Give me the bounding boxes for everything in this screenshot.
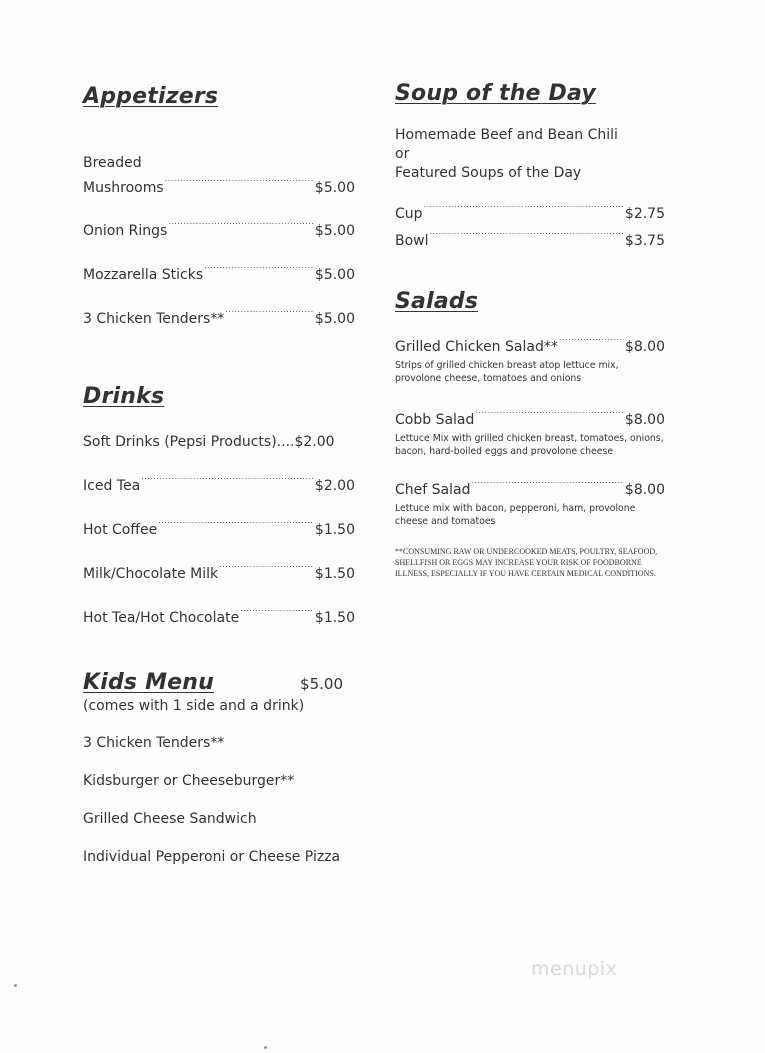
item-name: Iced Tea: [83, 478, 141, 494]
item-name: Mozzarella Sticks: [83, 267, 204, 283]
soup-description: [395, 126, 665, 183]
item-row: [395, 475, 665, 500]
item-name: Cobb Salad: [395, 412, 475, 428]
menu-item-chicken-tenders: [83, 304, 355, 329]
item-price: $5.00: [314, 180, 355, 196]
item-description: Lettuce mix with bacon, pepperoni, ham, provolone cheese and tomatoes: [395, 503, 636, 527]
item-name: Soft Drinks (Pepsi Products)....: [83, 434, 295, 450]
watermark-logo: menupix: [531, 958, 618, 980]
item-row: [395, 405, 665, 430]
dot-leader: [475, 405, 624, 424]
soup-title: Soup of the Day: [395, 81, 596, 106]
soup-line: Featured Soups of the Day: [395, 165, 582, 181]
drinks-title: Drinks: [83, 384, 165, 409]
menu-item-soft-drinks: [83, 433, 355, 452]
item-name: Hot Coffee: [83, 522, 158, 538]
dot-leader: [424, 199, 624, 218]
menu-item-iced-tea: [83, 471, 355, 496]
kids-item: Grilled Cheese Sandwich: [83, 811, 257, 827]
paper-speck: [264, 1046, 267, 1049]
item-price: $1.50: [314, 522, 355, 538]
kids-menu-price: $5.00: [300, 675, 343, 693]
kids-item: 3 Chicken Tenders**: [83, 735, 225, 751]
item-price: $5.00: [314, 311, 355, 327]
dot-leader: [204, 260, 314, 279]
appetizers-title: Appetizers: [83, 84, 219, 109]
item-price: $1.50: [314, 610, 355, 626]
kids-item: Individual Pepperoni or Cheese Pizza: [83, 849, 341, 865]
item-name: 3 Chicken Tenders**: [83, 311, 225, 327]
item-row: [395, 332, 665, 357]
salads-title: Salads: [395, 289, 479, 314]
dot-leader: [158, 515, 314, 534]
dot-leader: [559, 332, 624, 351]
item-row: [83, 173, 355, 198]
item-name: Mushrooms: [83, 180, 164, 196]
kids-menu-header: [83, 670, 343, 695]
salads-list: [395, 332, 665, 579]
soup-line: or: [395, 146, 410, 162]
paper-speck: [14, 984, 17, 987]
menu-item-mozzarella-sticks: [83, 260, 355, 285]
dot-leader: [471, 475, 623, 494]
item-name: Grilled Chicken Salad**: [395, 339, 558, 355]
menu-item-onion-rings: [83, 216, 355, 241]
soup-sizes: [395, 199, 665, 251]
item-price: $3.75: [624, 233, 665, 249]
appetizers-list: [83, 154, 355, 329]
menu-item-milk: [83, 559, 355, 584]
dot-leader: [141, 471, 314, 490]
menu-item-breaded-mushrooms: [83, 154, 355, 198]
left-column: [83, 80, 355, 867]
kids-item: Kidsburger or Cheeseburger**: [83, 773, 295, 789]
item-price: $8.00: [624, 339, 665, 355]
item-price: $2.75: [624, 206, 665, 222]
dot-leader: [430, 226, 624, 245]
soup-line: Homemade Beef and Bean Chili: [395, 127, 618, 143]
item-price: $8.00: [624, 412, 665, 428]
item-name: Bowl: [395, 233, 429, 249]
dot-leader: [168, 216, 314, 235]
item-name: Chef Salad: [395, 482, 471, 498]
dot-leader: [219, 559, 314, 578]
soup-size-bowl: [395, 226, 665, 251]
menu-item-hot-tea: [83, 603, 355, 628]
item-price: $5.00: [314, 223, 355, 239]
menu-item-chef-salad: [395, 475, 665, 528]
kids-menu-note: (comes with 1 side and a drink): [83, 698, 305, 714]
dot-leader: [165, 173, 314, 192]
kids-menu-title: Kids Menu: [83, 670, 215, 695]
item-price: $2.00: [294, 434, 335, 450]
item-description: Lettuce Mix with grilled chicken breast, tomatoes, onions, bacon, hard-boiled eggs and provolone cheese: [395, 433, 664, 457]
dot-leader: [240, 603, 314, 622]
item-description: Strips of grilled chicken breast atop lettuce mix, provolone cheese, tomatoes and onions: [395, 360, 619, 384]
dot-leader: [225, 304, 314, 323]
menu-item-grilled-chicken-salad: [395, 332, 665, 385]
item-name: Cup: [395, 206, 423, 222]
menu-item-cobb-salad: [395, 405, 665, 458]
item-name: Milk/Chocolate Milk: [83, 566, 219, 582]
item-price: $8.00: [624, 482, 665, 498]
drinks-list: [83, 433, 355, 628]
food-safety-notice: **CONSUMING RAW OR UNDERCOOKED MEATS, POULTRY, SEAFOOD, SHELLFISH OR EGGS MAY INCREASE YOUR RISK OF FOODBORNE ILLNESS, ESPECIALLY IF YOU HAVE CERTAIN MEDICAL CONDITIONS.: [395, 547, 658, 578]
item-name: Onion Rings: [83, 223, 168, 239]
item-price: $5.00: [314, 267, 355, 283]
item-name-line1: Breaded: [83, 155, 142, 171]
right-column: [395, 80, 665, 579]
menu-item-hot-coffee: [83, 515, 355, 540]
item-price: $2.00: [314, 478, 355, 494]
soup-size-cup: [395, 199, 665, 224]
item-price: $1.50: [314, 566, 355, 582]
item-name: Hot Tea/Hot Chocolate: [83, 610, 240, 626]
